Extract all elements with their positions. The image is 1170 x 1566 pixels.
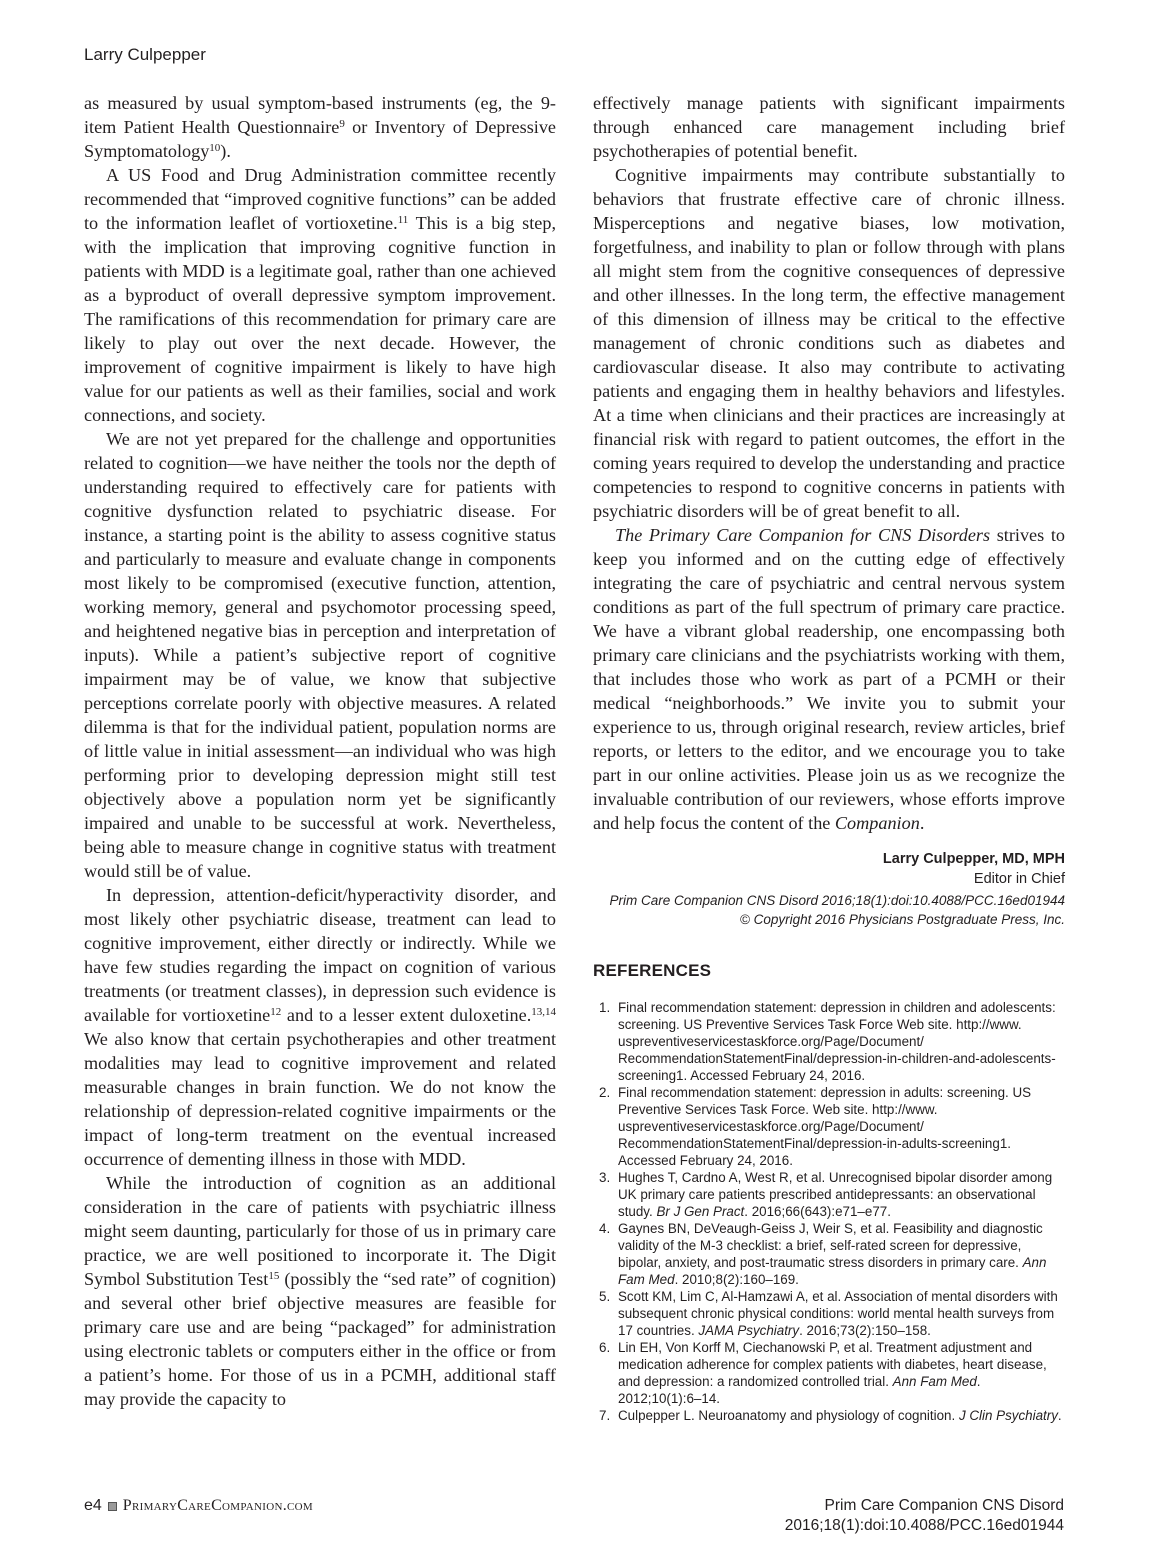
reference-link-text[interactable]: Final recommendation statement: depression in adults: screening. US Preventive Services Task Force. Web site. http://www.​uspreventiveservicestaskforce.org/Page/Document/​RecommendationStatementFinal/depression-in-adults-screening1. Accessed February 24, 2016.	[618, 1085, 1032, 1168]
citation-superscript: 10	[209, 142, 221, 154]
text: ).	[220, 141, 231, 161]
reference-text	[618, 1084, 1065, 1169]
text: Culpepper L. Neuroanatomy and physiology of cognition.	[618, 1408, 959, 1423]
footer-right	[785, 1496, 1064, 1536]
paragraph: We are not yet prepared for the challenge and opportunities related to cognition—we have neither the tools nor the depth of understanding required to effectively care for patients with cognitive dysfunction related to psychiatric disease. For instance, a starting point is the ability to assess cognitive status and particularly to measure and evaluate change in components most likely to be compromised (executive function, attention, working memory, general and psychomotor processing speed, and heightened negative bias in perception and interpretation of inputs). While a patient’s subjective report of cognitive impairment may be of value, we know that subjective perceptions correlate poorly with objective measures. A related dilemma is that for the individual patient, population norms are of little value in initial assessment—an individual who was high performing prior to developing depression might still test objectively above a population norm yet be significantly impaired and unable to be successful at work. Nevertheless, being able to measure change in cognitive status with treatment would still be of value.	[84, 429, 556, 881]
text: . 2010;8(2):160–169.	[674, 1272, 799, 1287]
text: strives to keep you informed and on the cutting edge of effectively integrating the care of psychiatric and central nervous system conditions as part of the full spectrum of primary care practice. We have a vibrant global readership, one encompassing both primary care clinicians and the psychiatrists working with them, that includes those who work as part of a PCMH or their medical “neighborhoods.” We invite you to submit your experience to us, through original research, review articles, brief reports, or letters to the editor, and we encourage you to take part in our online activities. Please join us as we recognize the invaluable contribution of our reviewers, whose efforts improve and help focus the content of the	[593, 525, 1065, 833]
paragraph	[84, 883, 556, 1171]
text: Gaynes BN, DeVeaugh-Geiss J, Weir S, et al. Feasibility and diagnostic validity of the M-3 checklist: a brief, self-rated screen for depressive, bipolar, anxiety, and post-traumatic stress disorders in primary care.	[618, 1221, 1043, 1270]
citation-superscript: 12	[270, 1006, 282, 1018]
reference-number: 6.	[599, 1340, 611, 1355]
author-role: Editor in Chief	[973, 871, 1065, 887]
page-number: e4	[84, 1497, 102, 1514]
reference-item	[593, 1288, 1065, 1339]
journal-short-title: Companion	[834, 813, 920, 833]
text: Hughes T, Cardno A, West R, et al. Unrecognised bipolar disorder among UK primary care patients prescribed antidepressants: an observational study.	[618, 1170, 1053, 1219]
author-name: Larry Culpepper, MD, MPH	[882, 851, 1065, 867]
text: . 2016;66(643):e71–e77.	[744, 1204, 891, 1219]
citation-superscript: 11	[397, 214, 409, 226]
paragraph	[593, 523, 1065, 835]
paragraph	[84, 163, 556, 427]
text: and to a lesser extent duloxetine.	[281, 1005, 532, 1025]
left-column	[84, 91, 556, 1411]
reference-text	[618, 1407, 1065, 1424]
text: We also know that certain psychotherapies and other treatment modalities may lead to cognitive improvement and related measurable changes in brain function. We do not know the relationship of depression-related cognitive impairments or the impact of long-term treatment on the eventual increased occurrence of dementing illness in those with MDD.	[84, 1029, 556, 1169]
paragraph	[84, 91, 556, 163]
text: .	[919, 813, 925, 833]
journal-name: Ann Fam Med	[892, 1374, 977, 1389]
footer-doi: 2016;18(1):doi:10.4088/PCC.16ed01944	[784, 1517, 1064, 1534]
signoff-block	[593, 849, 1065, 929]
reference-text	[618, 999, 1065, 1084]
paragraph: Cognitive impairments may contribute substantially to behaviors that frustrate effective care of chronic illness. Misperceptions and negative biases, low motivation, forgetfulness, and inability to plan or follow through with plans all might stem from the cognitive consequences of depressive and other illnesses. In the long term, the effective management of this dimension of illness may be critical to the effective management of chronic conditions such as diabetes and cardiovascular disease. It also may contribute to activating patients and engaging them in healthy behaviors and lifestyles. At a time when clinicians and their practices are increasingly at financial risk with regard to patient outcomes, the effort in the coming years required to develop the understanding and practice competencies to respond to cognitive concerns in patients with psychiatric disorders will be of great benefit to all.	[593, 165, 1065, 521]
text: as measured by usual symptom-based instruments (eg, the 9-item Patient Health Questionnaire	[84, 93, 556, 137]
reference-number: 4.	[599, 1221, 611, 1236]
square-bullet-icon	[108, 1502, 117, 1511]
citation-superscript: 15	[268, 1270, 280, 1282]
right-column	[593, 91, 1065, 1424]
text: or Inventory of Depressive Symptomatology	[84, 117, 556, 161]
reference-text	[618, 1288, 1065, 1339]
copyright-notice: © Copyright 2016 Physicians Postgraduate Press, Inc.	[739, 912, 1065, 927]
citation-superscript: 9	[339, 118, 345, 130]
journal-name: JAMA Psychiatry	[698, 1323, 800, 1338]
article-citation: Prim Care Companion CNS Disord 2016;18(1):doi:10.4088/PCC.16ed01944	[609, 893, 1065, 908]
text: .	[1057, 1408, 1062, 1423]
text: (possibly the “sed rate” of cognition) and several other brief objective measures are feasible for primary care use and are being “packaged” for administration using electronic tablets or computers either in the office or from a patient’s home. For those of us in a PCMH, additional staff may provide the capacity to	[84, 1269, 556, 1409]
reference-link-text[interactable]: Final recommendation statement: depression in children and adolescents: screening. US Preventive Services Task Force Web site. http://www.​uspreventiveservicestaskforce.org/Page/Document/​RecommendationStatementFinal/depression-in-children-and-​adolescents-screening1. Accessed February 24, 2016.	[618, 1000, 1056, 1083]
footer-journal-name: Prim Care Companion CNS Disord	[824, 1497, 1064, 1514]
text: Scott KM, Lim C, Al-Hamzawi A, et al. Association of mental disorders with subsequent chronic physical conditions: world mental health surveys from 17 countries.	[618, 1289, 1058, 1338]
reference-item	[593, 999, 1065, 1084]
journal-title: The Primary Care Companion for CNS Disorders	[615, 525, 991, 545]
reference-number: 1.	[599, 1000, 611, 1015]
text: While the introduction of cognition as an additional consideration in the care of patients with psychiatric illness might seem daunting, particularly for those of us in primary care practice, we are well positioned to incorporate it. The Digit Symbol Substitution Test	[84, 1173, 556, 1289]
journal-website-link[interactable]: PrimaryCareCompanion.com	[122, 1497, 313, 1514]
reference-number: 2.	[599, 1085, 611, 1100]
reference-number: 5.	[599, 1289, 611, 1304]
journal-name: Br J Gen Pract	[656, 1204, 745, 1219]
text: Lin EH, Von Korff M, Ciechanowski P, et al. Treatment adjustment and medication adherence for complex patients with diabetes, heart disease, and depression: a randomized controlled trial.	[618, 1340, 1047, 1389]
citation-superscript: 13,14	[531, 1006, 556, 1018]
text: A US Food and Drug Administration committee recently recommended that “improved cognitive functions” can be added to the information leaflet of vortioxetine.	[84, 165, 556, 233]
text: This is a big step, with the implication that improving cognitive function in patients with MDD is a legitimate goal, rather than one achieved as a byproduct of overall depressive symptom improvement. The ramifications of this recommendation for primary care are likely to play out over the next decade. However, the improvement of cognitive impairment is likely to have high value for our patients as well as their families, social and work connections, and society.	[84, 213, 557, 425]
text: . 2012;10(1):6–14.	[618, 1374, 981, 1406]
footer-left	[84, 1497, 313, 1515]
reference-item	[593, 1220, 1065, 1288]
text: In depression, attention-deficit/hyperactivity disorder, and most likely other psychiatric disease, treatment can lead to cognitive improvement, either directly or indirectly. While we have few studies regarding the impact on cognition of various treatments (or treatment classes), in depression such evidence is available for vortioxetine	[84, 885, 556, 1025]
references-list	[593, 999, 1065, 1424]
reference-item	[593, 1339, 1065, 1407]
text: . 2016;73(2):150–158.	[799, 1323, 931, 1338]
running-head-author: Larry Culpepper	[84, 45, 206, 64]
reference-item	[593, 1084, 1065, 1169]
journal-name: J Clin Psychiatry	[958, 1408, 1058, 1423]
reference-text	[618, 1169, 1065, 1220]
paragraph	[84, 1171, 556, 1411]
references-heading: REFERENCES	[593, 961, 712, 980]
reference-number: 7.	[599, 1408, 611, 1423]
reference-number: 3.	[599, 1170, 611, 1185]
reference-item	[593, 1407, 1065, 1424]
reference-text	[618, 1339, 1065, 1407]
reference-text	[618, 1220, 1065, 1288]
reference-item	[593, 1169, 1065, 1220]
paragraph: effectively manage patients with significant impairments through enhanced care management including brief psychotherapies of potential benefit.	[593, 93, 1065, 161]
journal-name: Ann Fam Med	[618, 1255, 1047, 1287]
